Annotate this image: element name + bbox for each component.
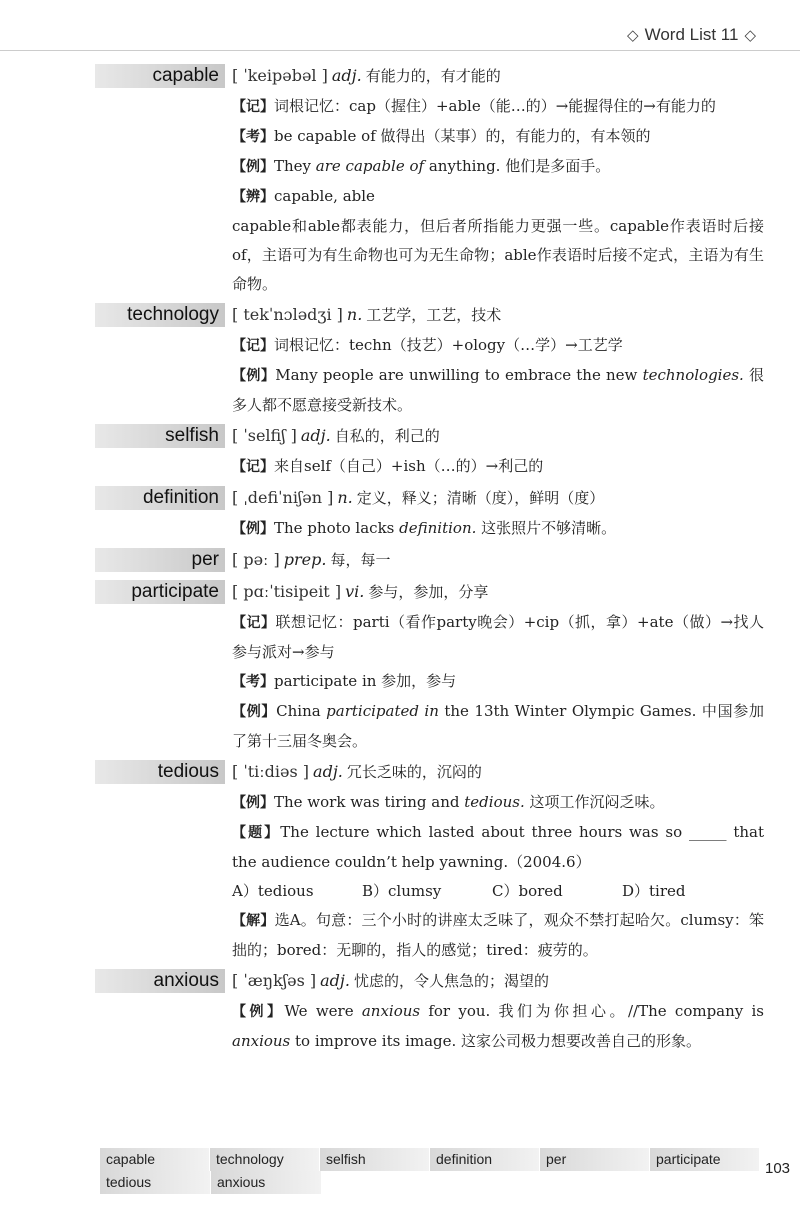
word-entry-per: [0, 544, 800, 576]
line-text: for you. 我们为你担心。//The company is: [420, 1002, 765, 1020]
meaning: 定义，释义；清晰（度），鲜明（度）: [356, 489, 605, 507]
entry-line: [232, 514, 764, 544]
word-entries: [0, 60, 800, 1056]
line-text: 词根记忆：techn（技艺）+ology（…学）→工艺学: [274, 336, 623, 354]
headword-definition: [232, 64, 501, 88]
part-of-speech: adj.: [313, 762, 343, 781]
line-italic: participated in: [326, 702, 439, 720]
word-entry-selfish: [0, 420, 800, 482]
line-text: the 13th Winter Olympic Games. 中国参加了第十三届冬奥会。: [232, 702, 764, 750]
entry-line: [232, 997, 764, 1056]
headword-definition: [232, 424, 440, 448]
line-italic: are capable of: [315, 157, 425, 175]
line-tag: 【例】: [232, 795, 274, 811]
phonetic: [ tekˈnɔlədʒi ]: [232, 305, 343, 324]
entry-head: [0, 420, 800, 452]
line-text: The lecture which lasted about three hours was so _____ that the audience couldn’t help yawning.（2004.6）: [232, 823, 764, 871]
line-text: 这张照片不够清晰。: [476, 519, 617, 537]
headword: definition: [95, 486, 225, 510]
footer-word: technology: [210, 1148, 319, 1171]
headword-definition: [232, 548, 390, 572]
headword-definition: [232, 969, 549, 993]
entry-line: [232, 331, 764, 361]
entry-head: [0, 482, 800, 514]
line-text: 选A。句意：三个小时的讲座太乏味了，观众不禁打起哈欠。clumsy：笨拙的；bored：无聊的，指人的感觉；tired：疲劳的。: [232, 911, 765, 959]
page-header: [621, 22, 762, 48]
entry-head: [0, 299, 800, 331]
line-text: They: [274, 157, 316, 175]
answer-choice: A）tedious: [232, 882, 314, 900]
line-text: anything. 他们是多面手。: [424, 157, 611, 175]
word-entry-capable: [0, 60, 800, 299]
entry-line: [232, 608, 764, 667]
line-italic: technologies.: [642, 366, 744, 384]
line-tag: 【记】: [232, 338, 274, 354]
word-entry-tedious: [0, 756, 800, 965]
diamond-cross-icon: ◇: [627, 27, 639, 44]
entry-line: [232, 212, 764, 299]
word-entry-technology: [0, 299, 800, 420]
part-of-speech: vi.: [345, 582, 365, 601]
part-of-speech: prep.: [283, 550, 327, 569]
page-number: 103: [765, 1160, 791, 1177]
headword-definition: [232, 303, 501, 327]
phonetic: [ ˈtiːdiəs ]: [232, 762, 310, 781]
footer-row-2: [100, 1171, 760, 1194]
entry-line: [232, 92, 764, 122]
line-text: We were: [284, 1002, 362, 1020]
footer-word: tedious: [100, 1171, 210, 1194]
phonetic: [ pɑːˈtisipeit ]: [232, 582, 342, 601]
line-text: to improve its image. 这家公司极力想要改善自己的形象。: [290, 1032, 702, 1050]
answer-choices: [232, 877, 764, 906]
line-tag: 【例】: [232, 159, 274, 175]
entry-line: [232, 906, 764, 965]
headword: anxious: [95, 969, 225, 993]
entry-head: [0, 756, 800, 788]
line-tag: 【考】: [232, 129, 274, 145]
line-tag: 【辨】: [232, 189, 274, 205]
entry-line: [232, 182, 764, 212]
line-tag: 【记】: [232, 459, 274, 475]
headword-definition: [232, 580, 488, 604]
part-of-speech: n.: [337, 488, 353, 507]
entry-line: [232, 452, 764, 482]
line-tag: 【例】: [232, 368, 276, 384]
line-tag: 【例】: [232, 521, 274, 537]
line-text: The photo lacks: [274, 519, 400, 537]
entry-line: [232, 818, 764, 877]
line-text: participate in 参加，参与: [274, 672, 457, 690]
part-of-speech: adj.: [331, 66, 362, 85]
headword: selfish: [95, 424, 225, 448]
headword: technology: [95, 303, 225, 327]
line-italic: definition.: [399, 519, 477, 537]
entry-line: [232, 152, 764, 182]
line-tag: 【例】: [232, 1004, 285, 1020]
line-tag: 【考】: [232, 674, 274, 690]
line-text: 这项工作沉闷乏味。: [524, 793, 665, 811]
phonetic: [ ˈselfiʃ ]: [232, 426, 297, 445]
answer-choice: C）bored: [492, 882, 563, 900]
footer-row-1: [100, 1148, 760, 1171]
entry-line: [232, 361, 764, 420]
line-text: be capable of 做得出（某事）的，有能力的，有本领的: [274, 127, 651, 145]
line-text: 词根记忆：cap（握住）+able（能…的）→能握得住的→有能力的: [274, 97, 716, 115]
word-entry-definition: [0, 482, 800, 544]
meaning: 工艺学，工艺，技术: [366, 306, 502, 324]
line-text: Many people are unwilling to embrace the new: [275, 366, 643, 384]
entry-line: [232, 122, 764, 152]
footer-word: definition: [430, 1148, 539, 1171]
headword-definition: [232, 760, 482, 784]
line-italic: anxious: [361, 1002, 421, 1020]
entry-head: [0, 576, 800, 608]
meaning: 自私的，利己的: [334, 427, 440, 445]
meaning: 冗长乏味的，沉闷的: [346, 763, 482, 781]
headword-definition: [232, 486, 604, 510]
meaning: 每，每一: [330, 551, 391, 569]
headword: capable: [95, 64, 225, 88]
header-divider: [0, 50, 800, 51]
footer-word: anxious: [211, 1171, 321, 1194]
footer-word: participate: [650, 1148, 759, 1171]
headword: per: [95, 548, 225, 572]
line-italic: tedious.: [464, 793, 525, 811]
phonetic: [ ˈkeipəbəl ]: [232, 66, 328, 85]
answer-choice: D）tired: [622, 882, 686, 900]
meaning: 忧虑的，令人焦急的；渴望的: [353, 972, 549, 990]
entry-line: [232, 667, 764, 697]
phonetic: [ ˈæŋkʃəs ]: [232, 971, 317, 990]
meaning: 有能力的，有才能的: [365, 67, 501, 85]
line-text: 联想记忆：parti（看作party晚会）+cip（抓，拿）+ate（做）→找人参与派对→参与: [232, 613, 765, 661]
line-text: The work was tiring and: [274, 793, 465, 811]
line-text: China: [276, 702, 327, 720]
part-of-speech: n.: [346, 305, 363, 324]
diamond-cross-icon: ◇: [744, 27, 756, 44]
footer-word: per: [540, 1148, 649, 1171]
entry-head: [0, 544, 800, 576]
word-index-footer: [100, 1148, 760, 1194]
headword: participate: [95, 580, 225, 604]
header-title: Word List 11: [644, 25, 739, 44]
entry-head: [0, 965, 800, 997]
headword: tedious: [95, 760, 225, 784]
line-text: 很多人都不愿意接受新技术。: [232, 366, 764, 414]
line-text: 来自self（自己）+ish（…的）→利己的: [274, 457, 544, 475]
line-tag: 【记】: [232, 615, 276, 631]
footer-word: capable: [100, 1148, 209, 1171]
part-of-speech: adj.: [300, 426, 331, 445]
line-italic: anxious: [232, 1032, 291, 1050]
word-entry-participate: [0, 576, 800, 756]
line-tag: 【例】: [232, 704, 277, 720]
line-text: capable和able都表能力，但后者所指能力更强一些。capable作表语时后接of，主语可为有生命物也可为无生命物；able作表语时后接不定式，主语为有生命物。: [232, 217, 764, 293]
entry-head: [0, 60, 800, 92]
line-tag: 【题】: [232, 825, 281, 841]
entry-line: [232, 788, 764, 818]
answer-choice: B）clumsy: [362, 882, 442, 900]
part-of-speech: adj.: [320, 971, 350, 990]
line-tag: 【解】: [232, 913, 275, 929]
phonetic: [ pəː ]: [232, 550, 280, 569]
phonetic: [ ˌdefiˈniʃən ]: [232, 488, 334, 507]
word-entry-anxious: [0, 965, 800, 1056]
footer-word: selfish: [320, 1148, 429, 1171]
line-tag: 【记】: [232, 99, 274, 115]
meaning: 参与，参加，分享: [368, 583, 489, 601]
entry-line: [232, 697, 764, 756]
line-text: capable, able: [274, 187, 375, 205]
